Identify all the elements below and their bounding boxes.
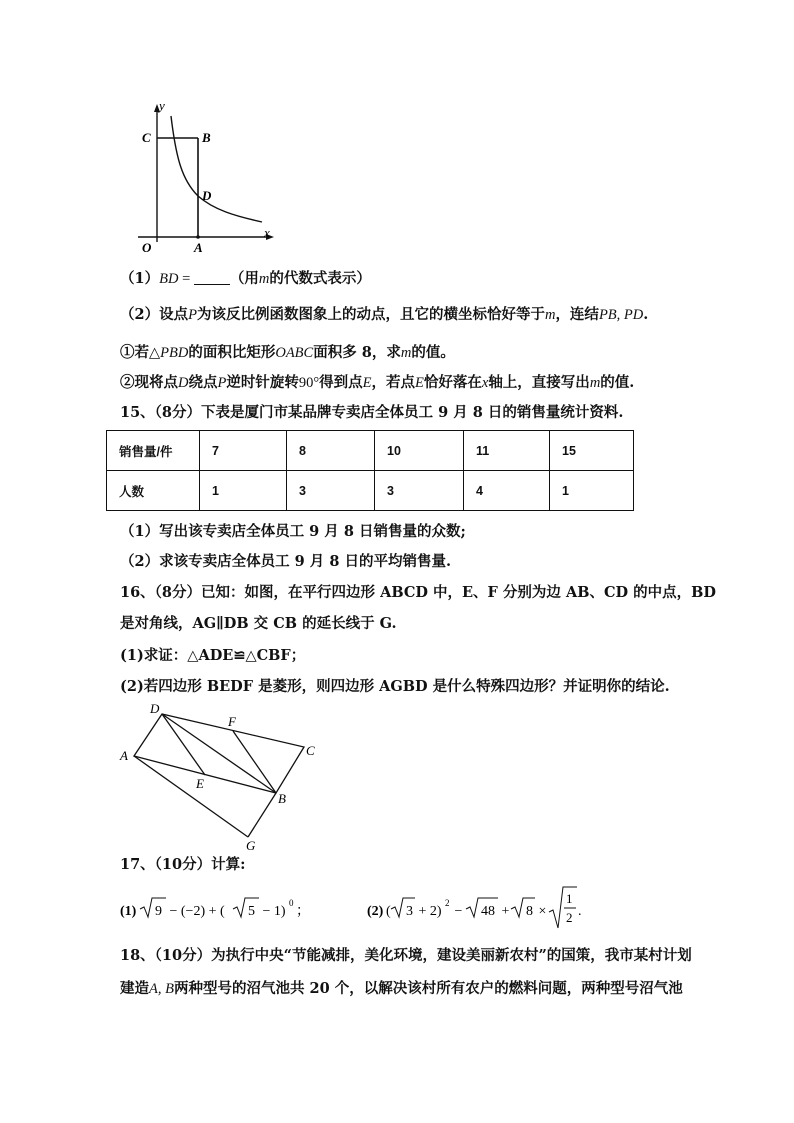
y-label: y	[159, 98, 165, 113]
q17-p2-dot: .	[578, 904, 582, 919]
q17-p2-sqrt48: 48	[481, 904, 495, 919]
diagonal-DB	[162, 714, 276, 793]
label-O: O	[142, 240, 152, 255]
q17-p1-sqrt: 9	[155, 904, 162, 919]
table-cell: 销售量/件	[107, 431, 200, 471]
label-C: C	[142, 130, 151, 145]
q17-p2-label: (2)	[367, 904, 384, 919]
q14-p2-P: P	[188, 307, 197, 323]
q17-p1-exp: 0	[289, 898, 294, 908]
q14-s2-e: ，若点	[371, 374, 416, 391]
q14-p2-d: .	[643, 306, 649, 323]
sales-table	[106, 430, 634, 511]
q14-s2-h: 的值.	[600, 374, 635, 391]
q14-s1-b: 的面积比矩形	[188, 344, 276, 361]
q17-p2-exp: 2	[445, 898, 450, 908]
q14-s2-D: D	[178, 375, 189, 391]
q14-s2-m: m	[589, 375, 601, 391]
q14-part1	[120, 269, 371, 289]
segment-AG	[134, 756, 248, 837]
label-A: A	[194, 240, 203, 255]
q14-s1-m: m	[400, 345, 412, 361]
q14-p2-b: 为该反比例函数图象上的动点，且它的横坐标恰好等于	[196, 306, 545, 323]
label-F: F	[228, 714, 236, 729]
q17-p1-semi: ；	[296, 904, 310, 919]
q14-p1-suffix2: 的代数式表示）	[269, 270, 371, 287]
parallelogram-figure	[115, 700, 325, 852]
q14-p2-c: ，连结	[555, 306, 599, 323]
label-D: D	[202, 188, 212, 203]
answer-blank[interactable]	[194, 270, 230, 285]
hyperbola-curve	[171, 116, 262, 222]
q18-line2-b: 两种型号的沼气池共 20 个，以解决该村所有农户的燃料问题，两种型号沼气池	[173, 980, 683, 997]
q14-s2-P: P	[217, 375, 227, 391]
inverse-function-graph	[130, 98, 280, 260]
q17-expr1	[118, 892, 338, 928]
q17-p2-num: 1	[566, 891, 573, 906]
q17-p2-open: (	[386, 904, 391, 919]
table-cell: 1	[550, 471, 634, 511]
table-cell: 人数	[107, 471, 200, 511]
q14-s2-ang: 90°	[298, 375, 320, 391]
x-label: x	[264, 225, 270, 240]
label-B: B	[278, 791, 286, 806]
q15-part1: （1）写出该专卖店全体员工 9 月 8 日销售量的众数;	[120, 523, 466, 540]
table-cell: 3	[287, 471, 375, 511]
table-cell: 4	[464, 471, 550, 511]
q14-s2-b: 绕点	[188, 374, 218, 391]
q17-p2-sqrt1: 3	[406, 904, 413, 919]
q14-s1-d: 的值。	[411, 344, 455, 361]
q14-s2-a: ②现将点	[120, 374, 178, 391]
q14-s1-tri: PBD	[160, 345, 189, 361]
q14-s2-g: 轴上，直接写出	[488, 374, 590, 391]
q14-s2-E2: E	[415, 375, 424, 391]
q14-part2	[120, 305, 648, 325]
label-G: G	[246, 838, 256, 852]
q14-s1-c: 面积多 8，求	[313, 344, 401, 361]
q14-s2-x: x	[481, 375, 489, 391]
table-row	[107, 471, 634, 511]
q16-line2: 是对角线，AG∥DB 交 CB 的延长线于 G.	[120, 615, 397, 632]
q14-p1-m: m	[258, 271, 270, 287]
q17-p2-sqrt8: 8	[526, 904, 533, 919]
q14-p1-eq: =	[178, 271, 194, 287]
table-cell: 11	[464, 431, 550, 471]
q17-p2-den: 2	[566, 910, 573, 925]
q16-part2: (2)若四边形 BEDF 是菱形，则四边形 AGBD 是什么特殊四边形？并证明你的结论.	[120, 678, 670, 695]
segment-BG	[248, 793, 276, 837]
q14-p2-a: （2）设点	[120, 306, 189, 323]
q17-p1-mid: − (−2) + (	[166, 904, 225, 919]
q18-line2-AB: A, B	[149, 981, 174, 997]
label-A: A	[120, 748, 128, 763]
q14-p2-m: m	[544, 307, 556, 323]
q15-part2: （2）求该专卖店全体员工 9 月 8 日的平均销售量.	[120, 553, 452, 570]
q14-p2-seg: PB, PD	[598, 307, 644, 323]
q14-sub2	[120, 373, 634, 393]
q14-s1-a: ①若△	[120, 344, 161, 361]
q18-line1: 18、（10分）为执行中央“节能减排，美化环境，建设美丽新农村”的国策，我市某村计划	[120, 947, 692, 964]
q17-p2-minus: −	[451, 904, 466, 919]
q17-p2-times: ×	[535, 904, 550, 919]
q14-sub1	[120, 343, 455, 363]
q17-p1-sqrt2: 5	[248, 904, 255, 919]
q17-p1-end: − 1)	[259, 904, 286, 919]
table-cell: 1	[200, 471, 287, 511]
q14-p1-expr: BD	[159, 271, 179, 287]
label-B: B	[202, 130, 211, 145]
label-D: D	[150, 701, 160, 716]
q14-s2-f: 恰好落在	[423, 374, 482, 391]
q17-p1-label: (1)	[120, 904, 137, 919]
q14-p1-suffix: （用	[229, 270, 259, 287]
table-row	[107, 431, 634, 471]
table-cell: 3	[375, 471, 464, 511]
q14-s2-c: 逆时针旋转	[226, 374, 299, 391]
label-E: E	[196, 776, 204, 791]
q17-p2-plus: +	[498, 904, 513, 919]
q15-title: 15、（8分）下表是厦门市某品牌专卖店全体员工 9 月 8 日的销售量统计资料.	[120, 404, 624, 421]
q17-p2-plus2: + 2)	[415, 904, 442, 919]
table-cell: 10	[375, 431, 464, 471]
q14-p1-prefix: （1）	[120, 270, 160, 287]
q17-expr2	[365, 884, 595, 932]
table-cell: 8	[287, 431, 375, 471]
label-C: C	[306, 743, 315, 758]
table-cell: 15	[550, 431, 634, 471]
sqrt-sign	[140, 898, 166, 917]
q16-line1: 16、（8分）已知：如图，在平行四边形 ABCD 中，E、F 分别为边 AB、CD 的中点，BD	[120, 584, 716, 601]
q16-part1: (1)求证：△ADE≌△CBF；	[120, 647, 306, 664]
q14-s2-E: E	[362, 375, 372, 391]
table-cell: 7	[200, 431, 287, 471]
sqrt-sign	[233, 898, 259, 917]
q17-title: 17、（10分）计算:	[120, 856, 246, 873]
q14-s2-d: 得到点	[319, 374, 363, 391]
q18-line2-a: 建造	[120, 980, 149, 997]
point-A	[196, 235, 200, 239]
q18-line2	[120, 979, 683, 999]
q14-s1-rect: OABC	[275, 345, 314, 361]
